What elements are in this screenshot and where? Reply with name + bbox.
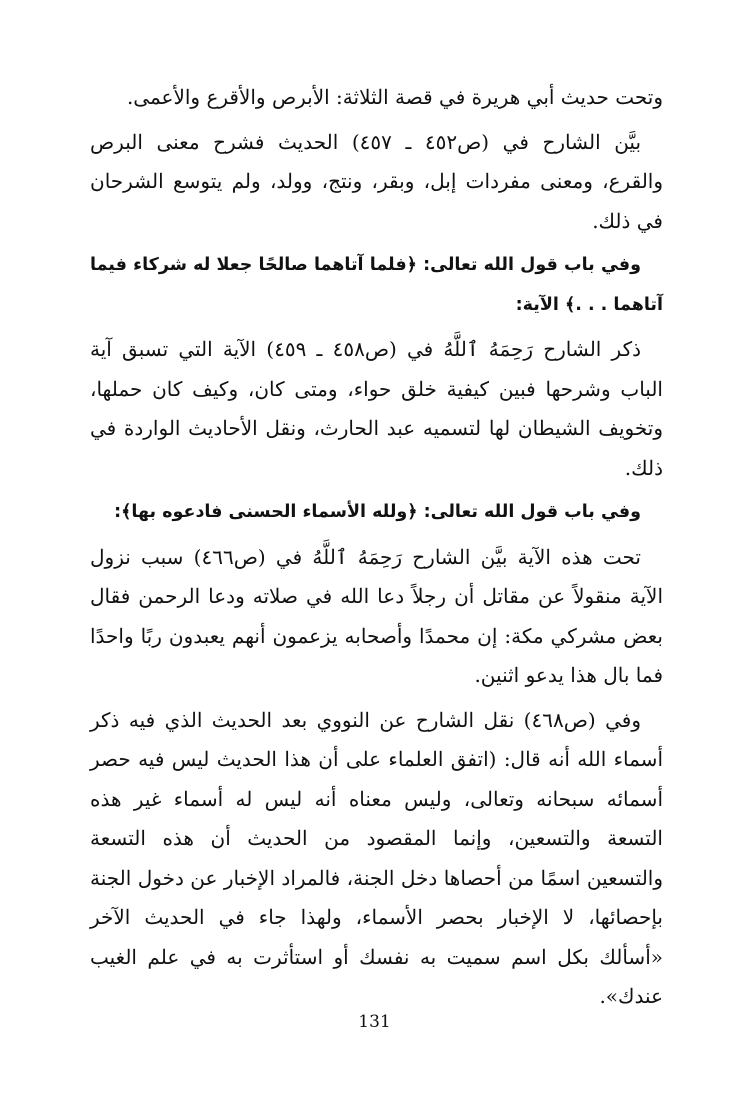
paragraph: وفي (ص٤٦٨) نقل الشارح عن النووي بعد الحديث الذي فيه ذكر أسماء الله أنه قال: (اتفق العلماء على أن هذا الحديث ليس فيه حصر أسمائه سبحانه وتعالى، وليس معناه أنه ليس له أسماء غير هذه التسعة والتسعين، وإنما المقصود من الحديث أن هذه التسعة والتسعين اسمًا من أحصاها دخل الجنة، فالمراد الإخبار عن دخول الجنة بإحصائها، لا الإخبار بحصر الأسماء، ولهذا جاء في الحديث الآخر «أسألك بكل اسم سميت به نفسك أو استأثرت به في علم الغيب عندك». — [90, 707, 663, 1008]
page-number: 131 — [358, 1012, 391, 1032]
paragraph: بيَّن الشارح في (ص٤٥٢ ـ ٤٥٧) الحديث فشرح معنى البرص والقرع، ومعنى مفردات إبل، وبقر، ونتج، وولد، ولم يتوسع الشرحان في ذلك. — [90, 129, 663, 233]
paragraph: ذكر الشارح رَحِمَهُ ٱللَّهُ في (ص٤٥٨ ـ ٤٥٩) الآية التي تسبق آية الباب وشرحها فبين كيفية خلق حواء، ومتى كان، وكيف كان حملها، وتخويف الشيطان لها لتسميه عبد الحارث، ونقل الأحاديث الواردة في ذلك. — [90, 337, 663, 480]
paragraph: تحت هذه الآية بيَّن الشارح رَحِمَهُ ٱللَّهُ في (ص٤٦٦) سبب نزول الآية منقولاً عن مقاتل أن رجلاً دعا الله في صلاته ودعا الرحمن فقال بعض مشركي مكة: إن محمدًا وأصحابه يزعمون أنهم يعبدون ربًا واحدًا فما بال هذا يدعو اثنين. — [90, 544, 663, 687]
paragraph: وتحت حديث أبي هريرة في قصة الثلاثة: الأبرص والأقرع والأعمى. — [126, 85, 663, 109]
page-body — [90, 78, 663, 1022]
section-heading: وفي باب قول الله تعالى: ﴿فلما آتاهما صالحًا جعلا له شركاء فيما آتاهما . . .﴾ الآية: — [90, 255, 663, 315]
section-heading: وفي باب قول الله تعالى: ﴿ولله الأسماء الحسنى فادعوه بها﴾: — [114, 502, 641, 522]
